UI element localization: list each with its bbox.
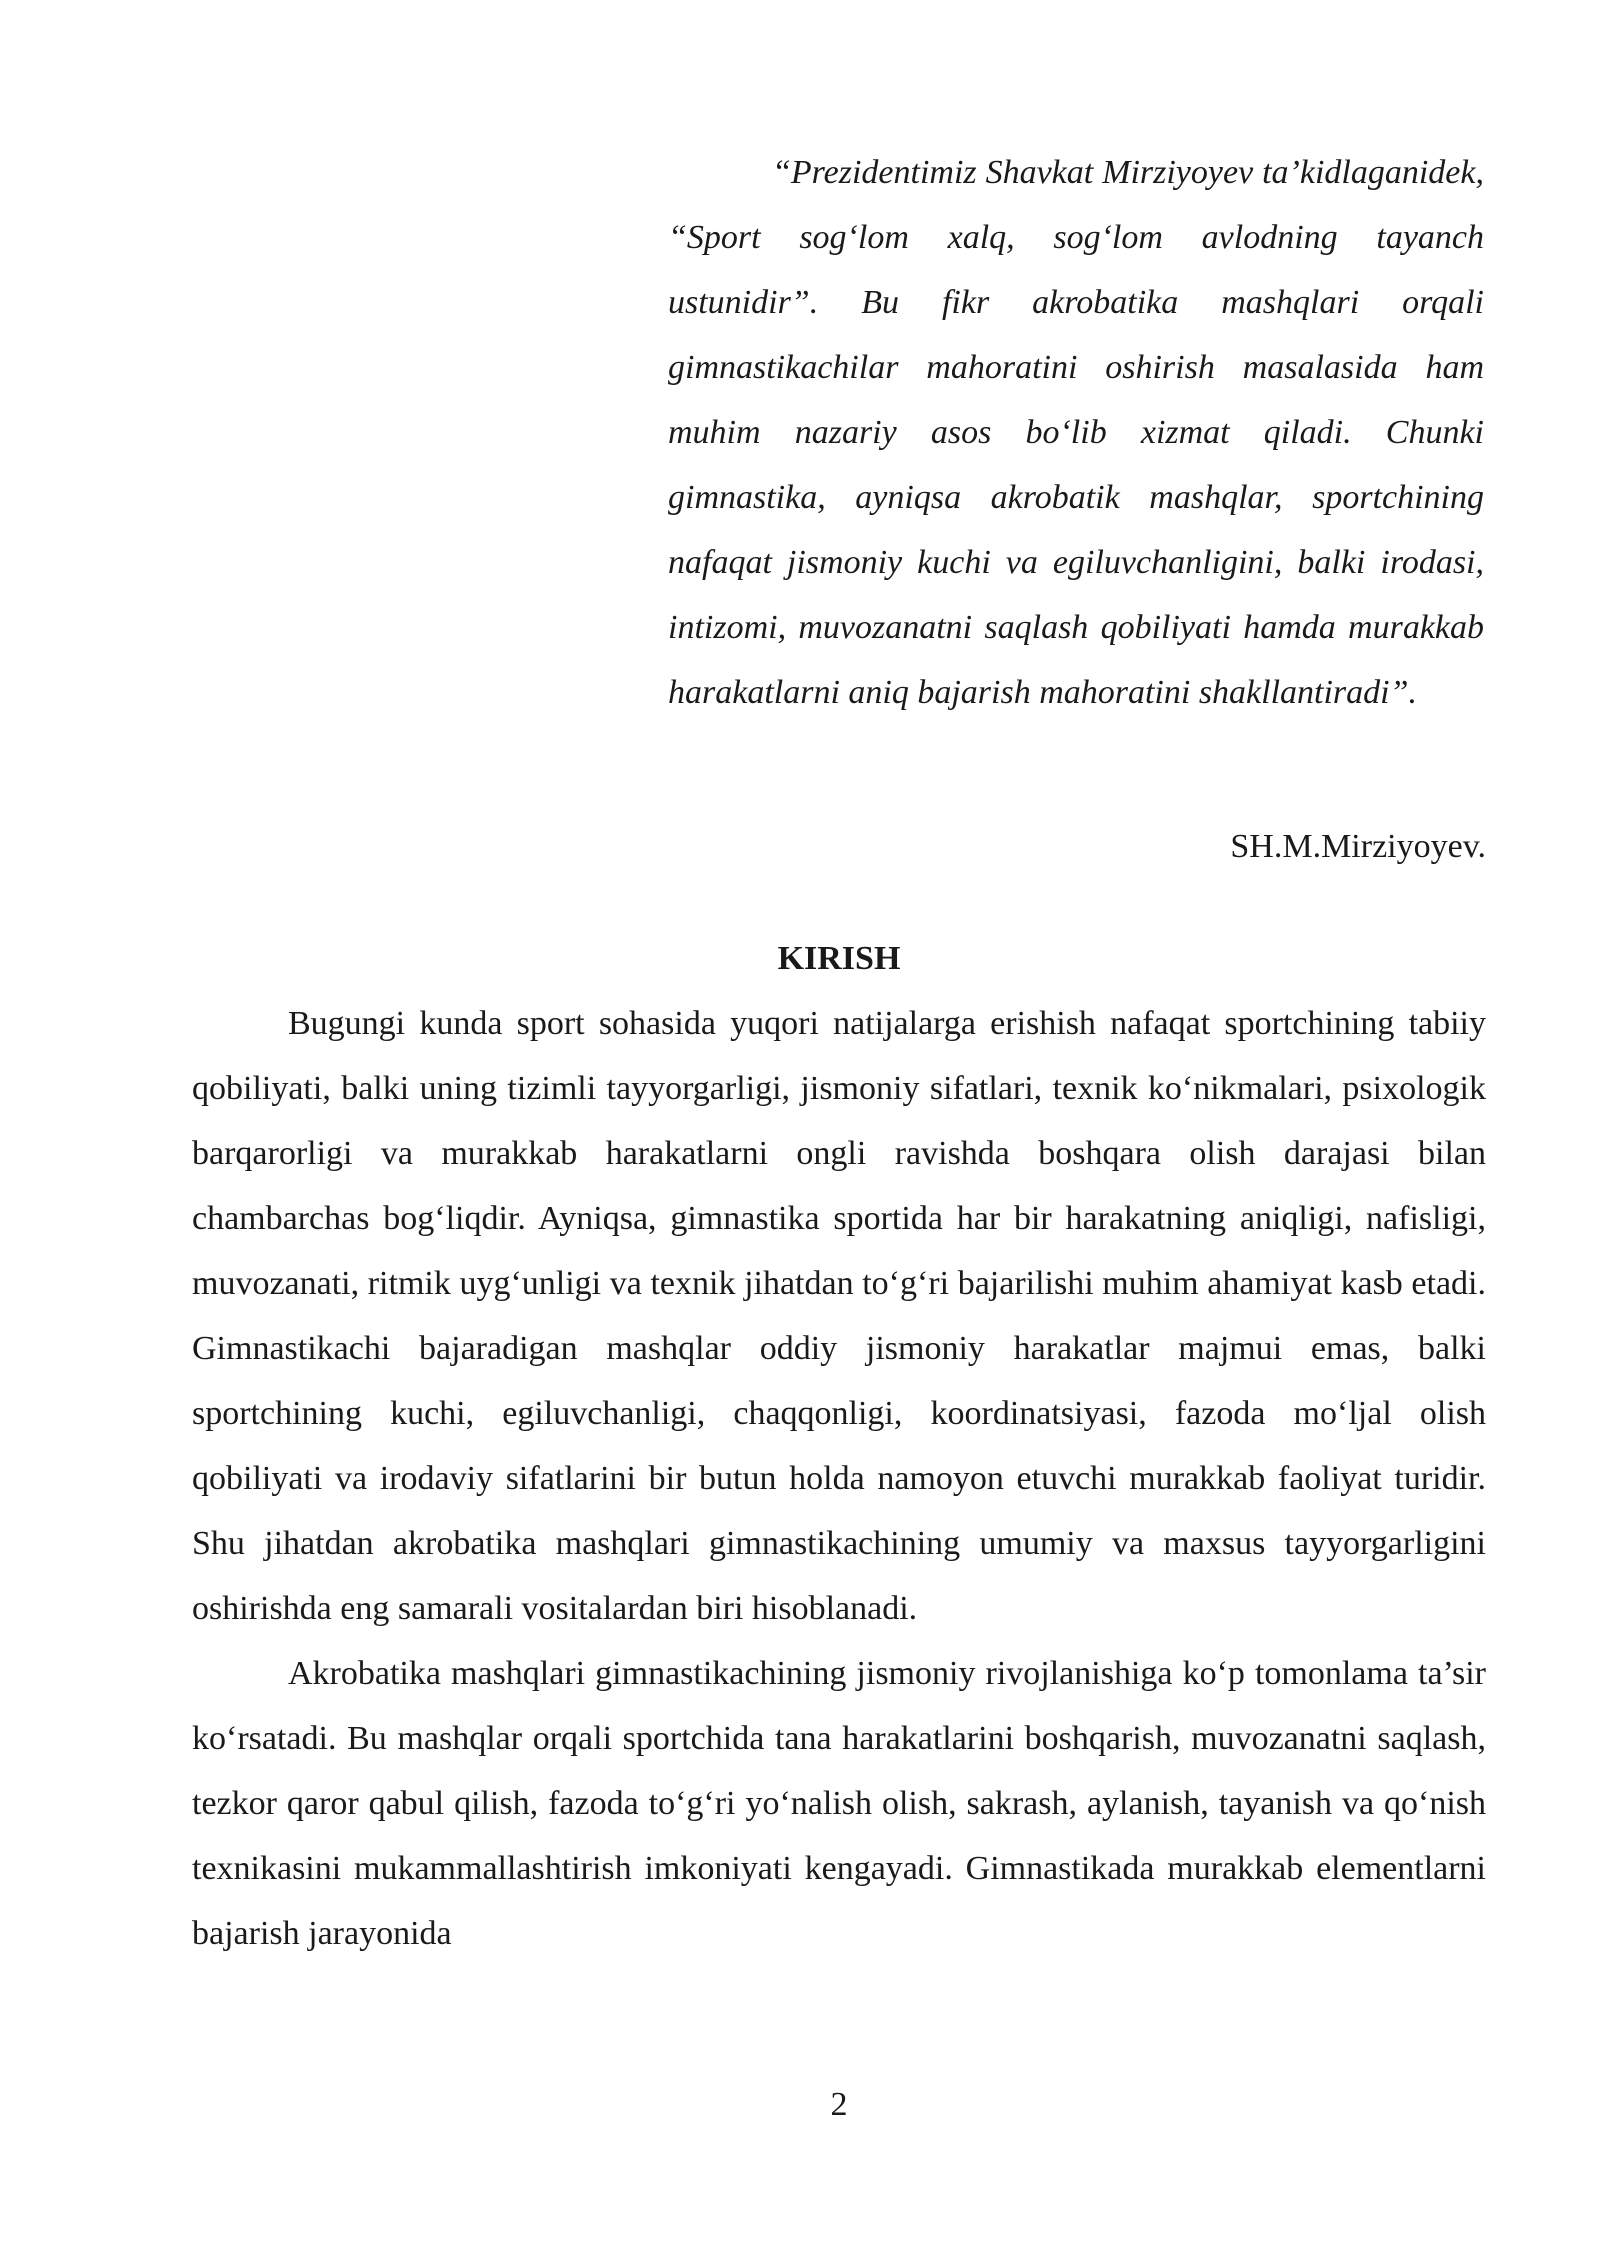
epigraph-quote: “Prezidentimiz Shavkat Mirziyoyev ta’kidlaganidek, “Sport sog‘lom xalq, sog‘lom avlodning tayanch ustunidir”. Bu fikr akrobatika mashqlari orqali gimnastikachilar mahoratini oshirish masalasida ham muhim nazariy asos bo‘lib xizmat qiladi. Chunki gimnastika, ayniqsa akrobatik mashqlar, sportchining nafaqat jismoniy kuchi va egiluvchanligini, balki irodasi, intizomi, muvozanatni saqlash qobiliyati hamda murakkab harakatlarni aniq bajarish mahoratini shakllantiradi”. [668, 154, 1484, 711]
section-heading: KIRISH [777, 940, 901, 977]
body-paragraph: Akrobatika mashqlari gimnastikachining jismoniy rivojlanishiga ko‘p tomonlama ta’sir ko‘rsatadi. Bu mashqlar orqali sportchida tana harakatlarini boshqarish, muvozanatni saqlash, tezkor qaror qabul qilish, fazoda to‘g‘ri yo‘nalish olish, sakrash, aylanish, tayanish va qo‘nish texnikasini mukammallashtirish imkoniyati kengayadi. Gimnastikada murakkab elementlarni bajarish jarayonida [192, 1655, 1486, 1952]
epigraph-author: SH.M.Mirziyoyev. [1230, 828, 1486, 865]
section-body [192, 991, 1486, 1966]
page-number: 2 [830, 2086, 848, 2123]
body-paragraph: Bugungi kunda sport sohasida yuqori natijalarga erishish nafaqat sportchining tabiiy qobiliyati, balki uning tizimli tayyorgarligi, jismoniy sifatlari, texnik ko‘nikmalari, psixologik barqarorligi va murakkab harakatlarni ongli ravishda boshqara olish darajasi bilan chambarchas bog‘liqdir. Ayniqsa, gimnastika sportida har bir harakatning aniqligi, nafisligi, muvozanati, ritmik uyg‘unligi va texnik jihatdan to‘g‘ri bajarilishi muhim ahamiyat kasb etadi. Gimnastikachi bajaradigan mashqlar oddiy jismoniy harakatlar majmui emas, balki sportchining kuchi, egiluvchanligi, chaqqonligi, koordinatsiyasi, fazoda mo‘ljal olish qobiliyati va irodaviy sifatlarini bir butun holda namoyon etuvchi murakkab faoliyat turidir. Shu jihatdan akrobatika mashqlari gimnastikachining umumiy va maxsus tayyorgarligini oshirishda eng samarali vositalardan biri hisoblanadi. [192, 1005, 1486, 1627]
